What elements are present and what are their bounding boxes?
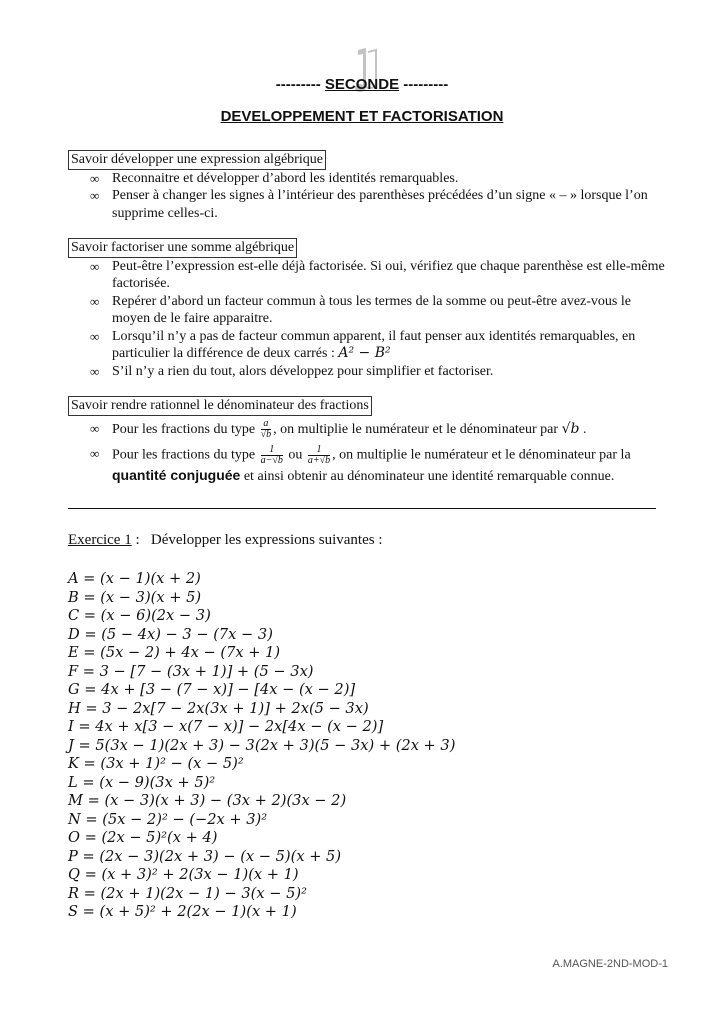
expression-row: P = (2x − 3)(2x + 3) − (x − 5)(x + 5) xyxy=(68,847,342,865)
expression-row: B = (x − 3)(x + 5) xyxy=(68,588,202,606)
infinity-icon: ∞ xyxy=(90,445,100,461)
section-factorise xyxy=(68,238,668,380)
page-title: DEVELOPPEMENT ET FACTORISATION xyxy=(220,108,504,125)
fraction: $\frac{1}{a-√b}$ xyxy=(260,443,283,466)
horizontal-divider xyxy=(68,508,656,509)
expression-row: A = (x − 1)(x + 2) xyxy=(68,570,201,587)
section-title: Savoir développer une expression algébrique xyxy=(68,150,326,170)
infinity-icon: ∞ xyxy=(90,420,100,436)
expression-row: Q = (x + 3)² + 2(3x − 1)(x + 1) xyxy=(68,866,299,883)
fraction: $\frac{1}{a+√b}$ xyxy=(307,443,331,466)
item-text: S’il n’y a rien du tout, alors développez pour simplifier et factoriser. xyxy=(112,363,494,379)
item-text: Reconnaitre et développer d’abord les identités remarquables. xyxy=(112,170,459,186)
item-math: √b xyxy=(561,420,580,437)
expression-row: E = (5x − 2) + 4x − (7x + 1) xyxy=(68,644,281,661)
section-rationalise xyxy=(68,396,668,486)
expression-row: J = 5(3x − 1)(2x + 3) − 3(2x + 3)(5 − 3x) + (2x + 3) xyxy=(68,736,456,754)
level-heading xyxy=(276,76,448,93)
dash-right: --------- xyxy=(403,76,449,93)
expression-row: F = 3 − [7 − (3x + 1)] + (5 − 3x) xyxy=(68,662,314,680)
document-header xyxy=(0,76,724,94)
exercise-instruction: Développer les expressions suivantes : xyxy=(150,532,383,548)
exercise-label: Exercice 1 xyxy=(68,532,132,548)
expression-row: S = (x + 5)² + 2(2x − 1)(x + 1) xyxy=(68,903,297,920)
footer-reference: A.MAGNE-2ND-MOD-1 xyxy=(552,958,668,970)
item-math: A² − B² xyxy=(338,345,391,361)
list-item: ∞ Pour les fractions du type $\frac{a}{√b}$ , on multiplie le numérateur et le dénominateur par √b . xyxy=(68,416,668,443)
section-title: Savoir rendre rationnel le dénominateur des fractions xyxy=(68,396,372,416)
expression-row: H = 3 − 2x[7 − 2x(3x + 1)] + 2x(5 − 3x) xyxy=(68,699,369,717)
section-title: Savoir factoriser une somme algébrique xyxy=(68,238,297,258)
infinity-icon: ∞ xyxy=(90,363,100,379)
expression-row: I = 4x + x[3 − x(7 − x)] − 2x[4x − (x − 2)] xyxy=(68,718,384,735)
infinity-icon: ∞ xyxy=(90,170,100,186)
item-text-before: Pour les fractions du type xyxy=(112,421,256,437)
infinity-icon: ∞ xyxy=(90,188,100,203)
level-label: SECONDE xyxy=(324,76,400,93)
list-item xyxy=(68,293,668,328)
item-text-end: et ainsi obtenir au dénominateur une identité remarquable connue. xyxy=(243,468,615,484)
item-text-before: Pour les fractions du type xyxy=(112,447,256,463)
infinity-icon: ∞ xyxy=(90,293,100,309)
expression-row: C = (x − 6)(2x − 3) xyxy=(68,607,211,624)
list-item xyxy=(68,328,668,363)
bold-term: quantité conjuguée xyxy=(112,466,241,483)
list-item: ∞ Pour les fractions du type $\frac{1}{a-√b}$ ou $\frac{1}{a+√b}$ , on multiplie le numérateur et le dénominateur par la quantité conjuguée et ainsi obtenir au dénominateur une identité remarquable connue. xyxy=(90,443,631,484)
item-text: Penser à changer les signes à l’intérieur des parenthèses précédées d’un signe « – » lorsque l’on supprime celles-ci. xyxy=(112,188,648,221)
fraction: $\frac{a}{√b}$ xyxy=(260,417,272,440)
exercise-heading: Exercice 1 : Développer les expressions suivantes : xyxy=(68,532,383,548)
infinity-icon: ∞ xyxy=(90,258,100,274)
dash-left: --------- xyxy=(275,76,321,93)
item-text: Lorsqu’il n’y a pas de facteur commun apparent, il faut penser aux identités remarquables, en particulier la différence de deux carrés : xyxy=(112,328,636,361)
expression-row: N = (5x − 2)² − (−2x + 3)² xyxy=(68,810,268,828)
expression-row: D = (5 − 4x) − 3 − (7x − 3) xyxy=(68,625,273,643)
list-item xyxy=(68,363,668,381)
item-text-after: , on multiplie le numérateur et le dénominateur par xyxy=(273,421,559,437)
infinity-icon: ∞ xyxy=(90,328,100,344)
item-text: Repérer d’abord un facteur commun à tous les termes de la somme ou peut-être avez-vous le moyen de le faire apparaitre. xyxy=(112,293,631,326)
list-item xyxy=(68,258,668,293)
item-text: Peut-être l’expression est-elle déjà factorisée. Si oui, vérifiez que chaque parenthèse est elle-même factorisée. xyxy=(112,258,665,291)
expression-row: M = (x − 3)(x + 3) − (3x + 2)(3x − 2) xyxy=(68,792,347,809)
list-item xyxy=(68,170,668,188)
list-item xyxy=(68,187,668,222)
item-text-after: , on multiplie le numérateur et le dénominateur par la xyxy=(332,447,631,463)
expression-row: G = 4x + [3 − (7 − x)] − [4x − (x − 2)] xyxy=(68,681,356,698)
expression-row: R = (2x + 1)(2x − 1) − 3(x − 5)² xyxy=(68,884,307,902)
expression-row: L = (x − 9)(3x + 5)² xyxy=(68,773,216,791)
expression-row: O = (2x − 5)²(x + 4) xyxy=(68,829,218,846)
expression-row: K = (3x + 1)² − (x − 5)² xyxy=(68,755,244,772)
section-develop xyxy=(68,150,668,222)
expression-list xyxy=(68,570,455,922)
